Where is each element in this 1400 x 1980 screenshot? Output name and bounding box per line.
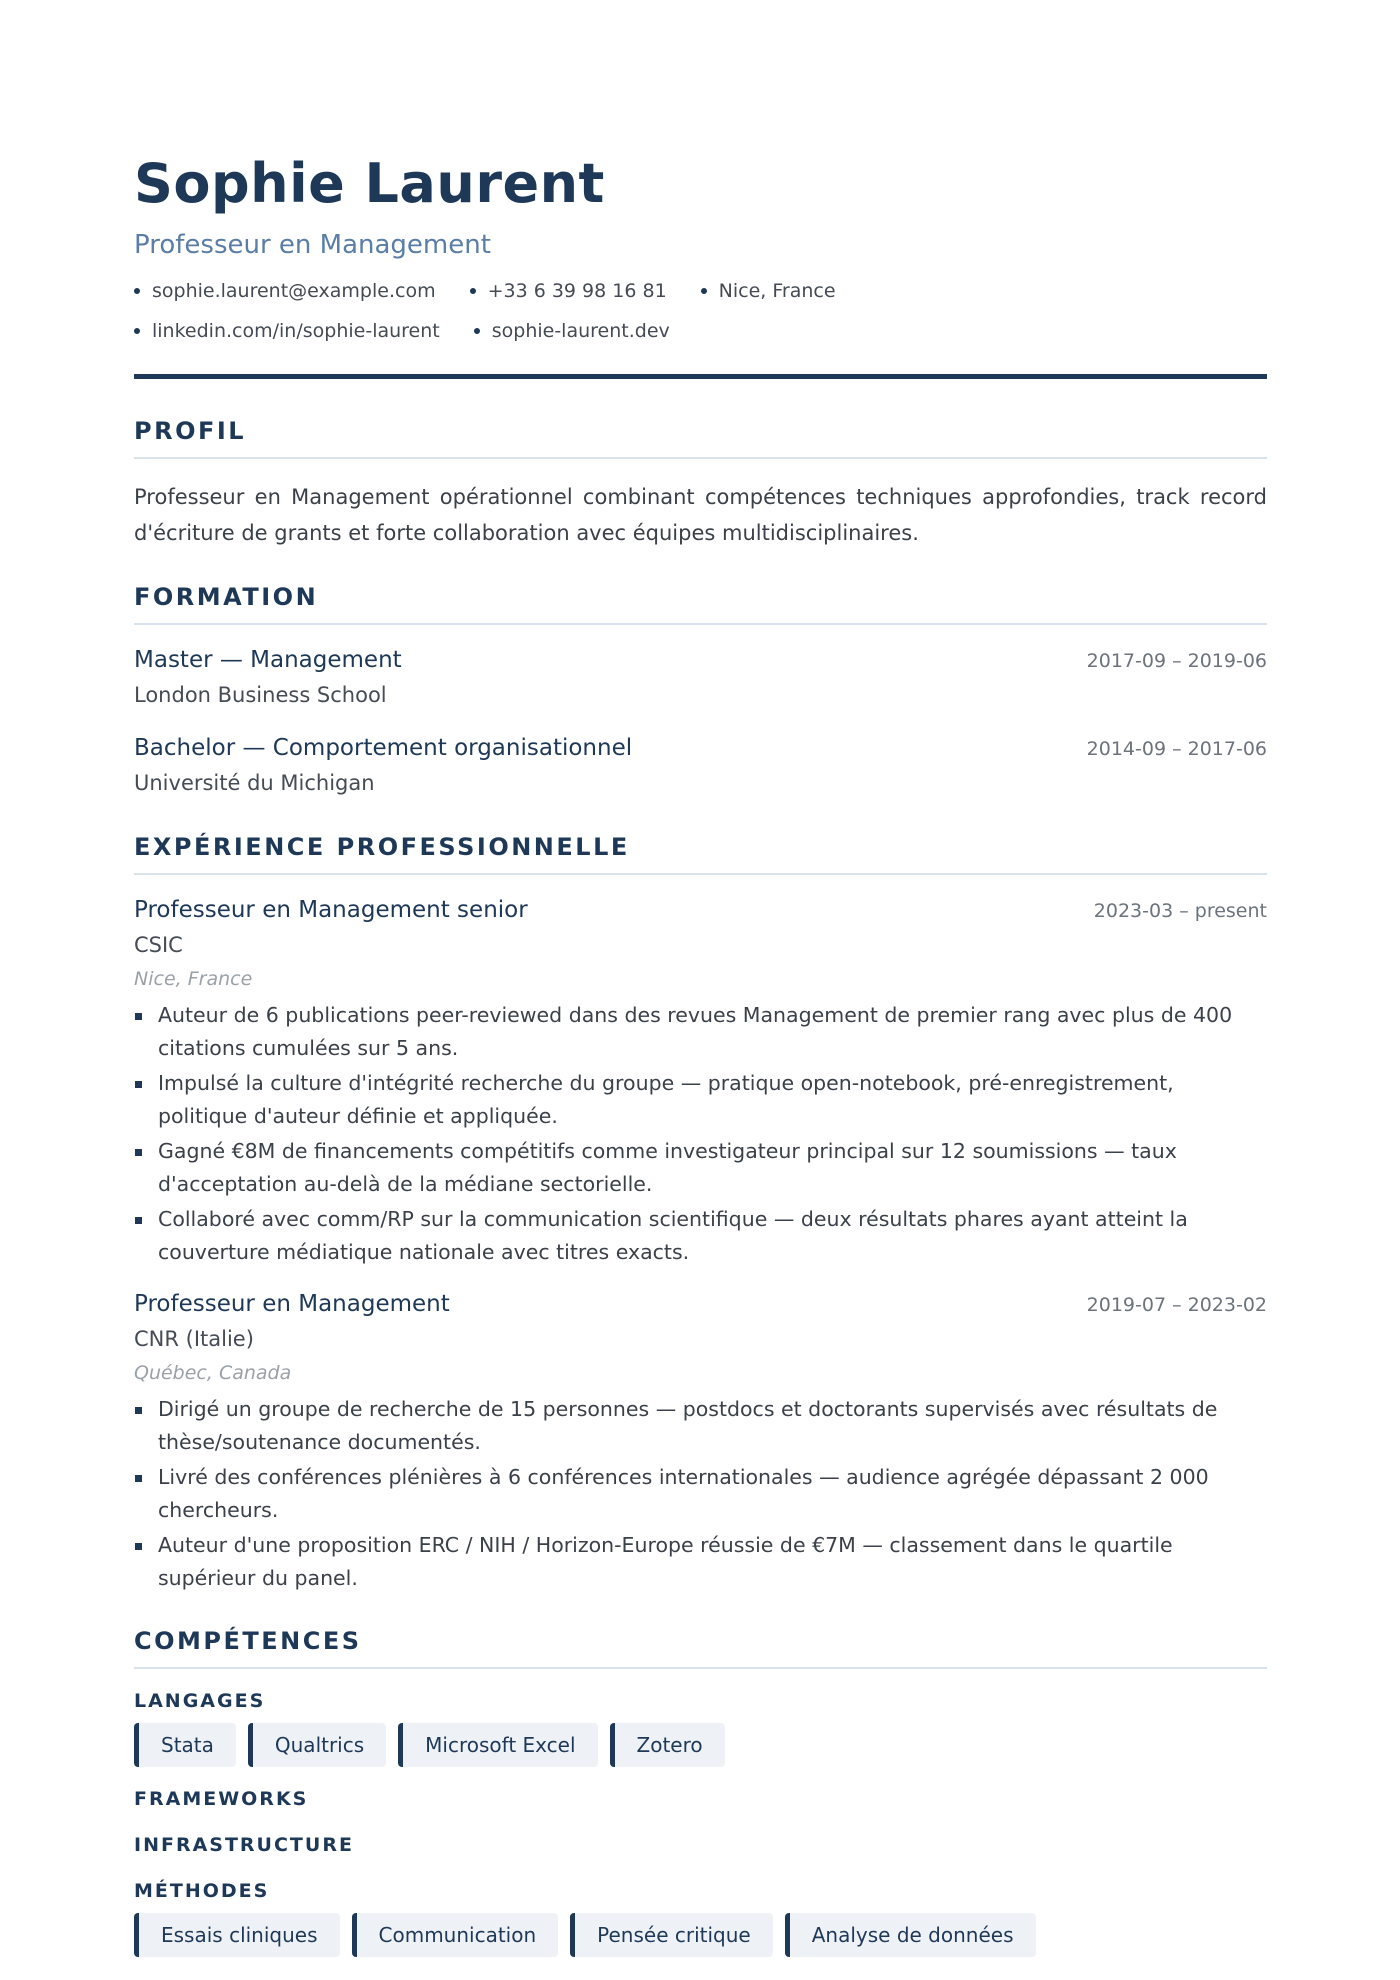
section-heading-skills: COMPÉTENCES bbox=[134, 1625, 1267, 1669]
achievement-item: Impulsé la culture d'intégrité recherche du groupe — pratique open-notebook, pré-enregistrement, politique d'auteur définie et appliquée. bbox=[134, 1067, 1267, 1133]
square-bullet-icon bbox=[135, 1543, 142, 1550]
job-title: Professeur en Management senior bbox=[134, 897, 528, 923]
skill-tag: Qualtrics bbox=[248, 1723, 386, 1767]
skill-tag: Stata bbox=[134, 1723, 236, 1767]
education-entry bbox=[134, 731, 1267, 801]
skill-tags-languages bbox=[134, 1723, 1267, 1767]
square-bullet-icon bbox=[135, 1475, 142, 1482]
achievement-item: Auteur d'une proposition ERC / NIH / Horizon-Europe réussie de €7M — classement dans le quartile supérieur du panel. bbox=[134, 1529, 1267, 1595]
bullet-dot-icon bbox=[701, 288, 707, 294]
job-location: Québec, Canada bbox=[134, 1362, 292, 1384]
bullet-dot-icon bbox=[470, 288, 476, 294]
bullet-dot-icon bbox=[474, 328, 480, 334]
candidate-name: Sophie Laurent bbox=[134, 152, 605, 215]
skill-tags-methods bbox=[134, 1913, 1267, 1957]
job-dates: 2023-03 – present bbox=[1093, 900, 1267, 922]
square-bullet-icon bbox=[135, 1013, 142, 1020]
section-heading-experience: EXPÉRIENCE PROFESSIONNELLE bbox=[134, 831, 1267, 875]
job-dates: 2019-07 – 2023-02 bbox=[1086, 1294, 1267, 1316]
header-divider bbox=[134, 374, 1267, 379]
square-bullet-icon bbox=[135, 1217, 142, 1224]
candidate-title: Professeur en Management bbox=[134, 230, 491, 260]
contact-linkedin[interactable]: linkedin.com/in/sophie-laurent bbox=[134, 314, 440, 348]
skill-group-frameworks: FRAMEWORKS bbox=[134, 1788, 309, 1810]
employer-name: CNR (Italie) bbox=[134, 1327, 254, 1351]
skill-tag: Microsoft Excel bbox=[398, 1723, 597, 1767]
achievement-item: Auteur de 6 publications peer-reviewed dans des revues Management de premier rang avec plus de 400 citations cumulées sur 5 ans. bbox=[134, 999, 1267, 1065]
resume-content bbox=[134, 150, 1267, 1957]
skill-tag: Communication bbox=[352, 1913, 559, 1957]
section-heading-profile: PROFIL bbox=[134, 415, 1267, 459]
skills-section bbox=[134, 1625, 1267, 1957]
contact-phone[interactable]: +33 6 39 98 16 81 bbox=[470, 274, 667, 308]
profile-section bbox=[134, 415, 1267, 551]
employer-name: CSIC bbox=[134, 933, 183, 957]
bullet-dot-icon bbox=[134, 328, 140, 334]
skill-tag: Analyse de données bbox=[785, 1913, 1036, 1957]
degree-title: Bachelor — Comportement organisationnel bbox=[134, 735, 633, 761]
achievement-list bbox=[134, 999, 1267, 1269]
contact-list bbox=[134, 274, 1134, 348]
experience-section bbox=[134, 831, 1267, 1595]
education-entry bbox=[134, 643, 1267, 713]
skill-group-languages: LANGAGES bbox=[134, 1690, 266, 1712]
job-title: Professeur en Management bbox=[134, 1291, 450, 1317]
skill-group-methods: MÉTHODES bbox=[134, 1880, 270, 1902]
degree-title: Master — Management bbox=[134, 647, 402, 673]
square-bullet-icon bbox=[135, 1149, 142, 1156]
education-section bbox=[134, 581, 1267, 801]
experience-entry bbox=[134, 893, 1267, 1269]
school-name: Université du Michigan bbox=[134, 771, 375, 795]
skill-tag: Pensée critique bbox=[570, 1913, 773, 1957]
section-heading-education: FORMATION bbox=[134, 581, 1267, 625]
profile-summary: Professeur en Management opérationnel combinant compétences techniques approfondies, track record d'écriture de grants et forte collaboration avec équipes multidisciplinaires. bbox=[134, 485, 1267, 545]
skill-group-infrastructure: INFRASTRUCTURE bbox=[134, 1834, 354, 1856]
contact-email[interactable]: sophie.laurent@example.com bbox=[134, 274, 436, 308]
skill-tag: Zotero bbox=[610, 1723, 725, 1767]
bullet-dot-icon bbox=[134, 288, 140, 294]
degree-dates: 2017-09 – 2019-06 bbox=[1086, 650, 1267, 672]
contact-location: Nice, France bbox=[701, 274, 836, 308]
school-name: London Business School bbox=[134, 683, 387, 707]
degree-dates: 2014-09 – 2017-06 bbox=[1086, 738, 1267, 760]
achievement-item: Livré des conférences plénières à 6 conférences internationales — audience agrégée dépassant 2 000 chercheurs. bbox=[134, 1461, 1267, 1527]
contact-website[interactable]: sophie-laurent.dev bbox=[474, 314, 670, 348]
achievement-item: Dirigé un groupe de recherche de 15 personnes — postdocs et doctorants supervisés avec résultats de thèse/soutenance documentés. bbox=[134, 1393, 1267, 1459]
achievement-list bbox=[134, 1393, 1267, 1595]
square-bullet-icon bbox=[135, 1407, 142, 1414]
experience-entry bbox=[134, 1287, 1267, 1595]
square-bullet-icon bbox=[135, 1081, 142, 1088]
achievement-item: Gagné €8M de financements compétitifs comme investigateur principal sur 12 soumissions — taux d'acceptation au-delà de la médiane sectorielle. bbox=[134, 1135, 1267, 1201]
job-location: Nice, France bbox=[134, 968, 253, 990]
achievement-item: Collaboré avec comm/RP sur la communication scientifique — deux résultats phares ayant atteint la couverture médiatique nationale avec titres exacts. bbox=[134, 1203, 1267, 1269]
skill-tag: Essais cliniques bbox=[134, 1913, 340, 1957]
